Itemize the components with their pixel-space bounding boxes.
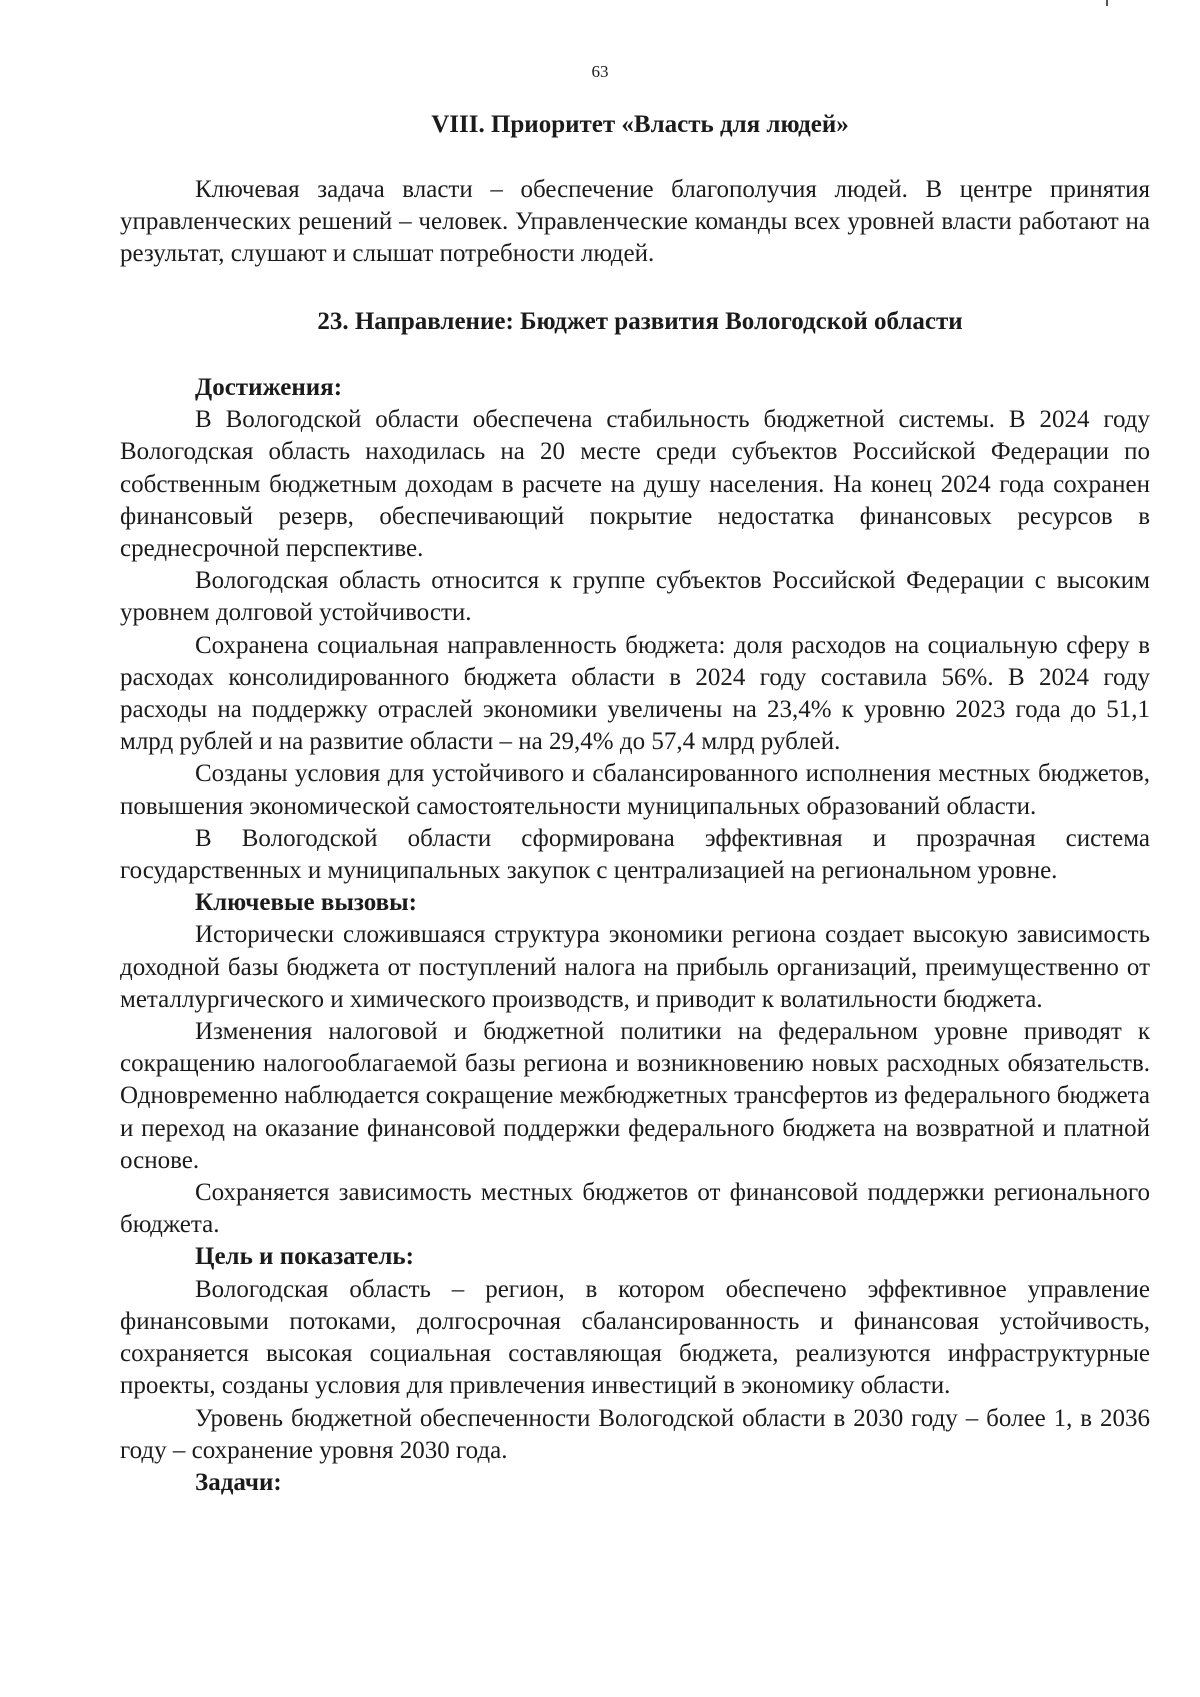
intro-paragraph: Ключевая задача власти – обеспечение благополучия людей. В центре принятия управленческих решений – человек. Управленческие команды всех уровней власти работают на результат, слушают и слышат потребности людей. [120,176,1150,268]
page-number: 63 [591,62,609,81]
challenges-paragraph: Сохраняется зависимость местных бюджетов от финансовой поддержки регионального бюджета. [120,1179,1150,1239]
achievements-paragraph: Сохранена социальная направленность бюджета: доля расходов на социальную сферу в расходах консолидированного бюджета области в 2024 году составила 56%. В 2024 году расходы на поддержку отраслей экономики увеличены на 23,4% к уровню 2023 года до 51,1 млрд рублей и на развитие области – на 29,4% до 57,4 млрд рублей. [120,631,1150,756]
challenges-paragraph: Исторически сложившаяся структура экономики региона создает высокую зависимость доходной базы бюджета от поступлений налога на прибыль организаций, преимущественно от металлургического и химического производств, и приводит к волатильности бюджета. [120,921,1150,1013]
achievements-label: Достижения: [195,374,343,401]
goal-paragraph: Уровень бюджетной обеспеченности Вологодской области в 2030 году – более 1, в 2036 году – сохранение уровня 2030 года. [120,1404,1150,1464]
direction-heading: 23. Направление: Бюджет развития Вологодской области [317,308,963,335]
priority-heading: VIII. Приоритет «Власть для людей» [431,111,849,138]
achievements-paragraph: Вологодская область относится к группе субъектов Российской Федерации с высоким уровнем долговой устойчивости. [120,567,1150,627]
goal-paragraph: Вологодская область – регион, в котором обеспечено эффективное управление финансовыми потоками, долгосрочная сбалансированность и финансовая устойчивость, сохраняется высокая социальная составляющая бюджета, реализуются инфраструктурные проекты, созданы условия для привлечения инвестиций в экономику области. [120,1275,1150,1400]
direction-body [120,372,1150,1499]
scan-mark [1106,0,1108,6]
goal-label: Цель и показатель: [195,1243,414,1271]
tasks-label: Задачи: [195,1468,282,1496]
challenges-paragraph: Изменения налоговой и бюджетной политики на федеральном уровне приводят к сокращению налогооблагаемой базы региона и возникновению новых расходных обязательств. Одновременно наблюдается сокращение межбюджетных трансфертов из федерального бюджета и переход на оказание финансовой поддержки федерального бюджета на возвратной и платной основе. [120,1018,1150,1174]
achievements-paragraph: В Вологодской области сформирована эффективная и прозрачная система государственных и муниципальных закупок с централизацией на региональном уровне. [120,824,1150,885]
intro-block [120,174,1150,271]
achievements-paragraph: В Вологодской области обеспечена стабильность бюджетной системы. В 2024 году Вологодская область находилась на 20 месте среди субъектов Российской Федерации по собственным бюджетным доходам в расчете на душу населения. На конец 2024 года сохранен финансовый резерв, обеспечивающий покрытие недостатка финансовых ресурсов в среднесрочной перспективе. [120,406,1150,563]
achievements-paragraph: Созданы условия для устойчивого и сбалансированного исполнения местных бюджетов, повышения экономической самостоятельности муниципальных образований области. [120,760,1150,820]
challenges-label: Ключевые вызовы: [195,889,418,917]
